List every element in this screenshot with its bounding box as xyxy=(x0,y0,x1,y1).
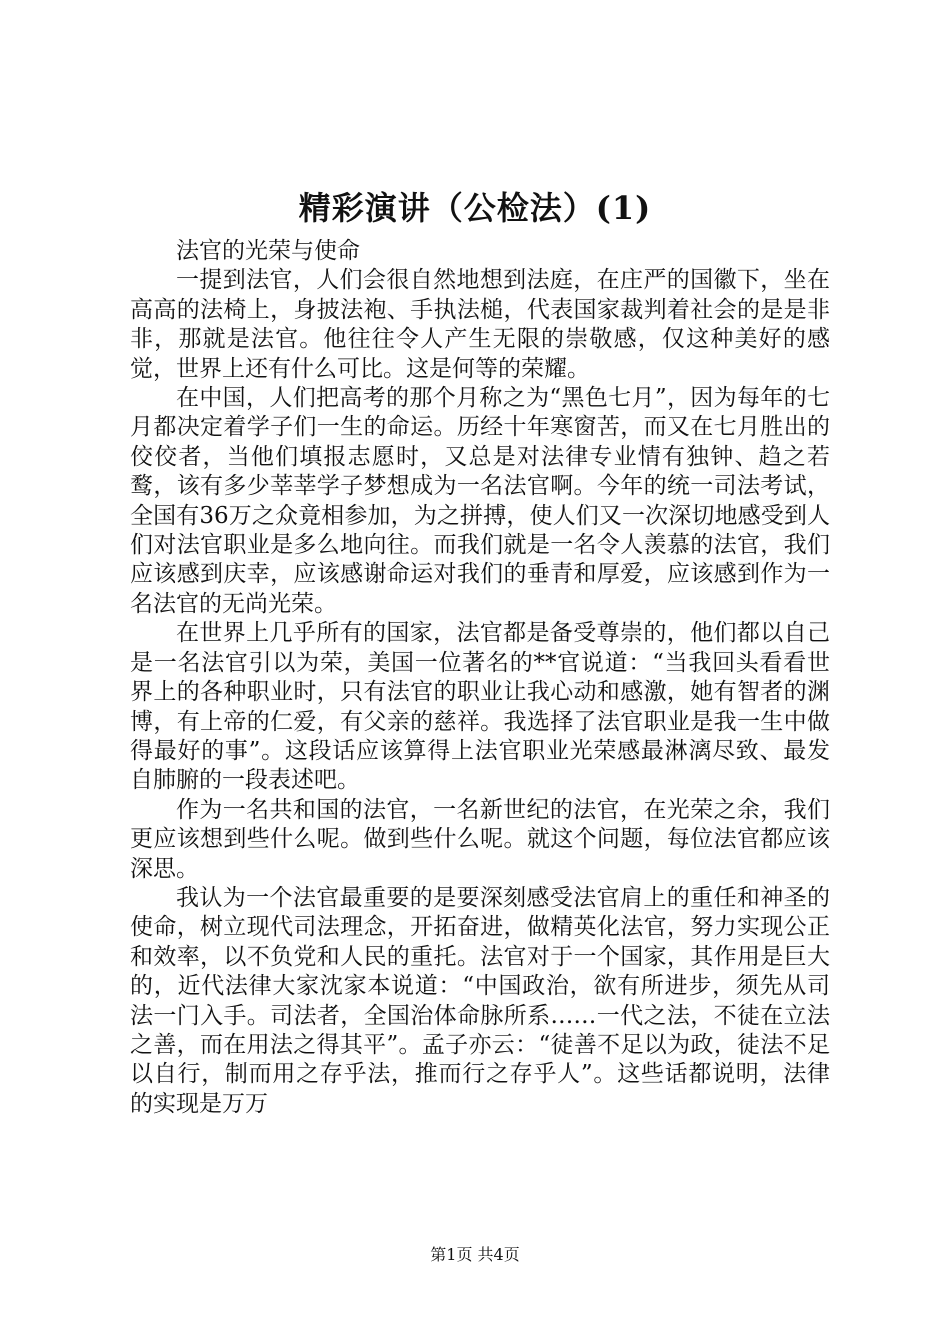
paragraph: 我认为一个法官最重要的是要深刻感受法官肩上的重任和神圣的使命，树立现代司法理念，开拓奋进，做精英化法官，努力实现公正和效率，以不负党和人民的重托。法官对于一个国家，其作用是巨大的，近代法律大家沈家本说道：“中国政治，欲有所进步，须先从司法一门入手。司法者，全国治体命脉所系……一代之法，不徒在立法之善，而在用法之得其平”。孟子亦云：“徒善不足以为政，徒法不足以自行，制而用之存乎法，推而行之存乎人”。这些话都说明，法律的实现是万万 xyxy=(130,884,830,1117)
paragraph: 在中国，人们把高考的那个月称之为“黑色七月”，因为每年的七月都决定着学子们一生的命运。历经十年寒窗苦，而又在七月胜出的佼佼者，当他们填报志愿时，又总是对法律专业情有独钟、趋之若鹜，该有多少莘莘学子梦想成为一名法官啊。今年的统一司法考试，全国有36万之众竟相参加，为之拼搏，使人们又一次深切地感受到人们对法官职业是多么地向往。而我们就是一名令人羡慕的法官，我们应该感到庆幸，应该感谢命运对我们的垂青和厚爱，应该感到作为一名法官的无尚光荣。 xyxy=(130,385,830,617)
paragraph: 在世界上几乎所有的国家，法官都是备受尊崇的，他们都以自己是一名法官引以为荣，美国一位著名的**官说道：“当我回头看看世界上的各种职业时，只有法官的职业让我心动和感激，她有智者的渊博，有上帝的仁爱，有父亲的慈祥。我选择了法官职业是我一生中做得最好的事”。这段话应该算得上法官职业光荣感最淋漓尽致、最发自肺腑的一段表述吧。 xyxy=(130,620,830,794)
document-title: 精彩演讲（公检法）(1) xyxy=(298,189,652,227)
paragraph-heading: 法官的光荣与使命 xyxy=(176,238,360,264)
page-footer: 第1页 共4页 xyxy=(430,1245,520,1264)
paragraph: 作为一名共和国的法官，一名新世纪的法官，在光荣之余，我们更应该想到些什么呢。做到些什么呢。就这个问题，每位法官都应该深思。 xyxy=(130,796,830,882)
paragraph: 一提到法官，人们会很自然地想到法庭，在庄严的国徽下，坐在高高的法椅上，身披法袍、手执法槌，代表国家裁判着社会的是是非非，那就是法官。他往往令人产生无限的崇敬感，仅这种美好的感觉，世界上还有什么可比。这是何等的荣耀。 xyxy=(130,267,830,382)
document-body xyxy=(130,237,830,1119)
